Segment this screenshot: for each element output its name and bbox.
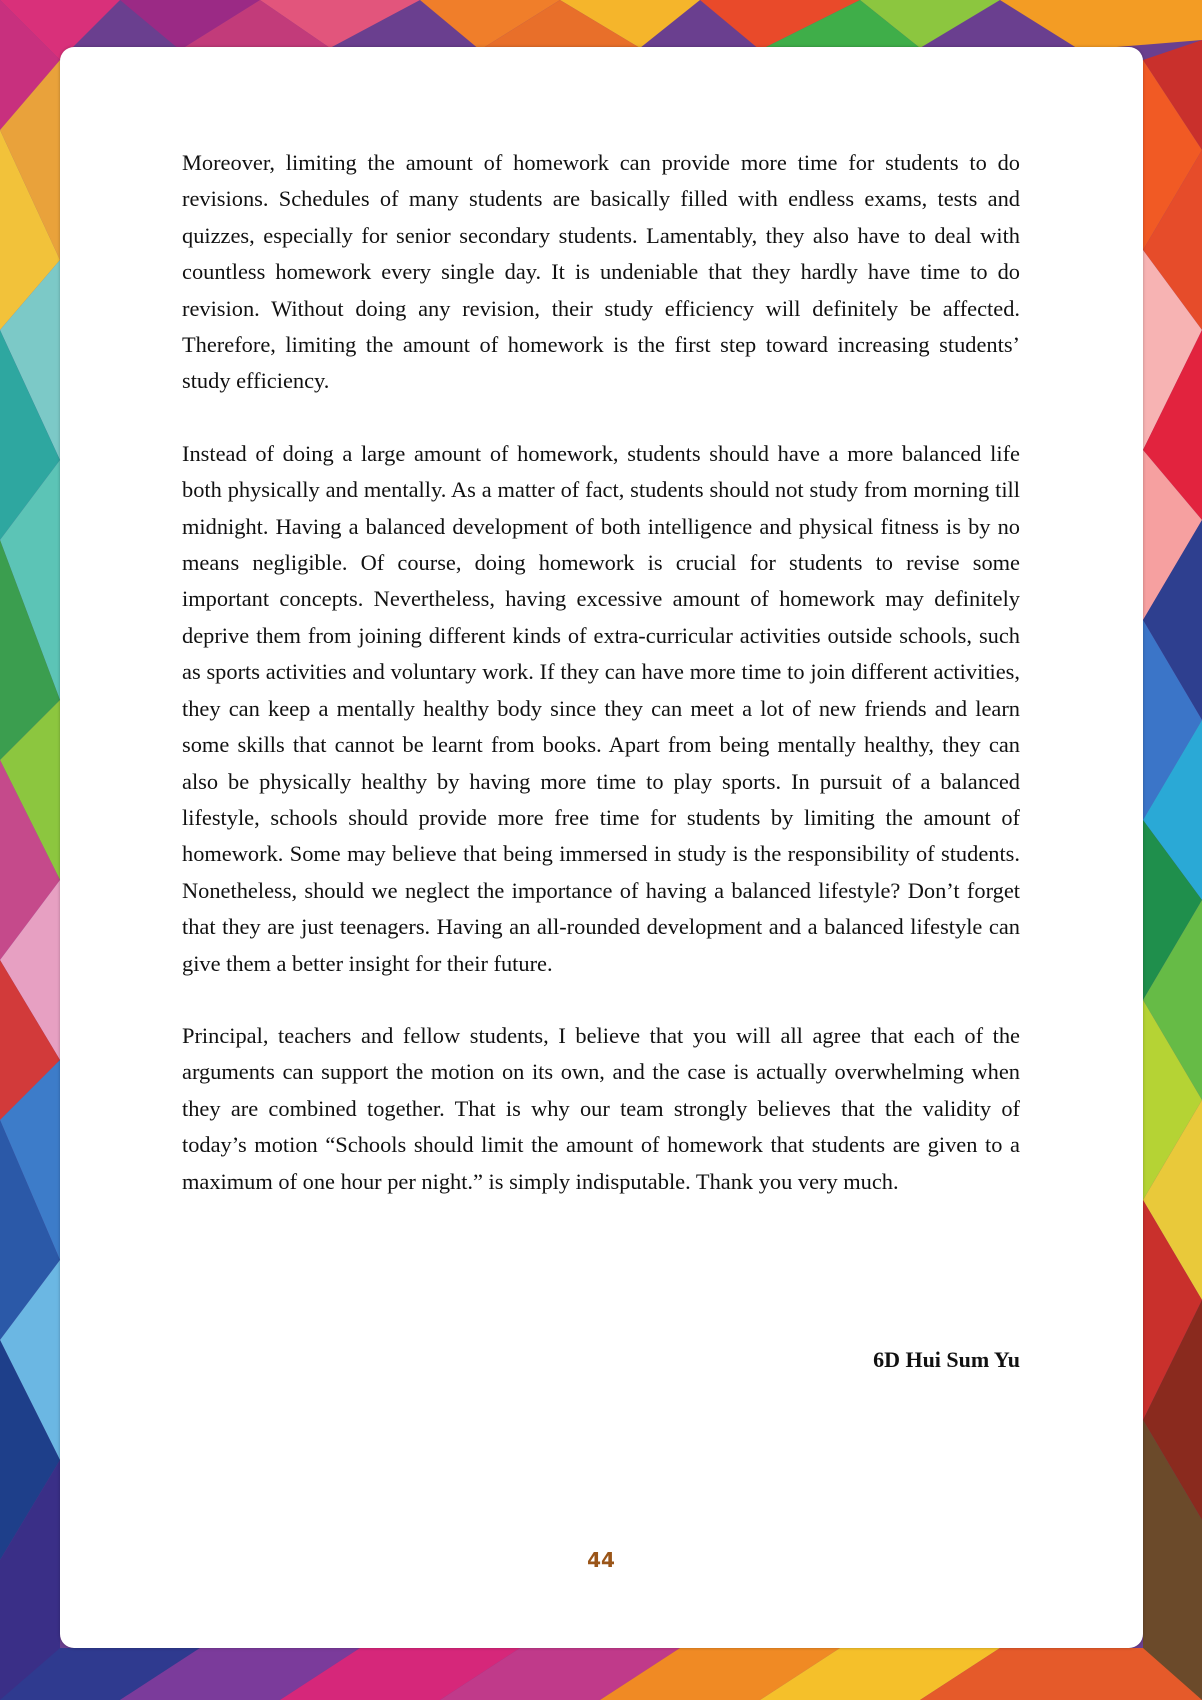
- paragraph-balanced-life: Instead of doing a large amount of homework, students should have a more balanced life both physically and mentally. As a matter of fact, students should not study from morning till midnight. Having a balanced development of both intelligence and physical fitness is by no means negligible. Of course, doing homework is crucial for students to revise some important concepts. Nevertheless, having excessive amount of homework may definitely deprive them from joining different kinds of extra-curricular activities outside schools, such as sports activities and voluntary work. If they can have more time to join different activities, they can keep a mentally healthy body since they can meet a lot of new friends and learn some skills that cannot be learnt from books. Apart from being mentally healthy, they can also be physically healthy by having more time to play sports. In pursuit of a balanced lifestyle, schools should provide more free time for students by limiting the amount of homework. Some may believe that being immersed in study is the responsibility of students. Nonetheless, should we neglect the importance of having a balanced lifestyle? Don’t forget that they are just teenagers. Having an all-rounded development and a balanced lifestyle can give them a better insight for their future.: [182, 440, 1020, 976]
- author-signature: 6D Hui Sum Yu: [873, 1347, 1020, 1372]
- paragraph-revision-time: Moreover, limiting the amount of homework can provide more time for students to do revisions. Schedules of many students are basically filled with endless exams, tests and quizzes, especially for senior secondary students. Lamentably, they also have to deal with countless homework every single day. It is undeniable that they hardly have time to do revision. Without doing any revision, their study efficiency will definitely be affected. Therefore, limiting the amount of homework is the first step toward increasing students’ study efficiency.: [182, 150, 1020, 394]
- page-number: 44: [587, 1548, 615, 1572]
- article-body: [182, 145, 1020, 1236]
- paragraph-conclusion: Principal, teachers and fellow students, I believe that you will all agree that each of the arguments can support the motion on its own, and the case is actually overwhelming when they are combined together. That is why our team strongly believes that the validity of today’s motion “Schools should limit the amount of homework that students are given to a maximum of one hour per night.” is simply indisputable. Thank you very much.: [182, 1022, 1020, 1194]
